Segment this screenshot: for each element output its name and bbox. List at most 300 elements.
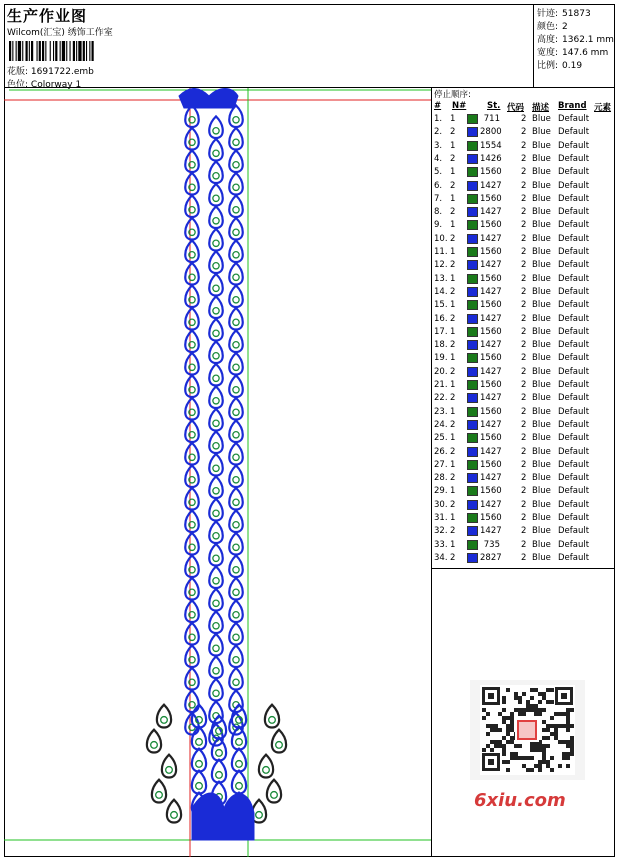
row-index: 22. (434, 393, 448, 404)
table-row (432, 247, 615, 260)
row-needle: 1 (450, 193, 456, 204)
row-brand: Default (558, 353, 590, 364)
row-stitches: 2800 (480, 127, 502, 138)
row-brand: Default (558, 220, 590, 231)
row-index: 15. (434, 300, 448, 311)
table-row (432, 500, 615, 513)
thread-color-swatch (467, 473, 478, 483)
row-code: 2 (521, 366, 527, 377)
row-brand: Default (558, 552, 590, 563)
row-index: 23. (434, 406, 448, 417)
row-code: 2 (521, 552, 527, 563)
row-index: 1. (434, 114, 443, 124)
row-index: 31. (434, 513, 448, 523)
row-brand: Default (558, 340, 590, 351)
col-header-desc: 描述 (532, 103, 550, 113)
thread-color-swatch (467, 353, 478, 363)
table-row (432, 540, 615, 553)
row-brand: Default (558, 313, 590, 324)
row-desc: Blue (532, 459, 551, 470)
row-index: 25. (434, 433, 448, 444)
row-needle: 1 (450, 300, 456, 311)
row-desc: Blue (532, 233, 551, 244)
thread-color-swatch (467, 380, 478, 390)
row-index: 27. (434, 459, 448, 470)
table-row (432, 486, 615, 499)
col-header-code: 代码 (507, 103, 525, 113)
row-code: 2 (521, 393, 527, 404)
col-header-index: # (434, 101, 442, 111)
height-value: 1362.1 mm (562, 35, 614, 45)
row-code: 2 (521, 286, 527, 297)
design-info-box (534, 4, 615, 88)
row-stitches: 1560 (480, 220, 502, 231)
row-code: 2 (521, 260, 527, 271)
page-title: 生产作业图 (7, 7, 88, 25)
site-watermark: 6xiu.com (474, 790, 566, 811)
row-desc: Blue (532, 393, 551, 404)
table-row (432, 314, 615, 327)
row-needle: 2 (450, 260, 456, 271)
row-needle: 1 (450, 273, 456, 284)
row-code: 2 (521, 526, 527, 537)
row-stitches: 1560 (480, 193, 502, 204)
row-needle: 1 (450, 433, 456, 444)
thread-color-swatch (467, 420, 478, 430)
row-code: 2 (521, 406, 527, 417)
thread-color-swatch (467, 393, 478, 403)
row-index: 33. (434, 539, 448, 550)
scale-info (537, 58, 582, 71)
thread-color-swatch (467, 260, 478, 270)
row-index: 17. (434, 326, 448, 337)
embroidery-design-image (4, 88, 432, 857)
row-index: 7. (434, 193, 443, 204)
row-stitches: 1560 (480, 353, 502, 364)
row-desc: Blue (532, 326, 551, 337)
row-brand: Default (558, 499, 590, 510)
table-row (432, 167, 615, 180)
table-row (432, 553, 615, 566)
thread-color-swatch (467, 327, 478, 337)
row-stitches: 1560 (480, 459, 502, 470)
row-stitches: 1427 (480, 473, 502, 484)
row-desc: Blue (532, 486, 551, 497)
thread-color-swatch (467, 540, 478, 550)
thread-color-swatch (467, 127, 478, 137)
thread-color-swatch (467, 234, 478, 244)
row-desc: Blue (532, 193, 551, 204)
thread-color-swatch (467, 207, 478, 217)
row-stitches: 1560 (480, 380, 502, 390)
row-desc: Blue (532, 366, 551, 377)
table-row (432, 447, 615, 460)
thread-color-swatch (467, 247, 478, 257)
row-desc: Blue (532, 127, 551, 138)
row-needle: 1 (450, 406, 456, 417)
row-stitches: 1427 (480, 526, 502, 537)
width-info (537, 45, 608, 58)
stitches-label: 针迹: (537, 9, 559, 19)
scale-label: 比例: (537, 61, 559, 71)
row-desc: Blue (532, 340, 551, 351)
height-label: 高度: (537, 35, 559, 45)
row-code: 2 (521, 300, 527, 311)
table-row (432, 367, 615, 380)
row-desc: Blue (532, 247, 551, 257)
row-needle: 2 (450, 526, 456, 537)
row-desc: Blue (532, 114, 551, 124)
scale-value: 0.19 (562, 61, 583, 71)
row-index: 11. (434, 247, 448, 257)
thread-color-swatch (467, 314, 478, 324)
row-brand: Default (558, 260, 590, 271)
row-code: 2 (521, 419, 527, 430)
row-needle: 2 (450, 180, 456, 191)
row-desc: Blue (532, 406, 551, 417)
row-stitches: 1427 (480, 286, 502, 297)
row-brand: Default (558, 140, 590, 151)
thread-color-swatch (467, 526, 478, 536)
table-row (432, 114, 615, 127)
row-index: 24. (434, 419, 448, 430)
row-needle: 2 (450, 127, 456, 138)
row-brand: Default (558, 247, 590, 257)
row-brand: Default (558, 127, 590, 138)
thread-color-swatch (467, 287, 478, 297)
thread-color-swatch (467, 220, 478, 230)
row-desc: Blue (532, 220, 551, 231)
table-row (432, 260, 615, 273)
row-stitches: 1427 (480, 499, 502, 510)
row-code: 2 (521, 114, 527, 124)
thread-color-swatch (467, 460, 478, 470)
row-code: 2 (521, 193, 527, 204)
stop-sequence-title: 停止顺序: (434, 90, 471, 100)
row-needle: 1 (450, 380, 456, 390)
table-row (432, 380, 615, 393)
design-file-value: 1691722.emb (30, 67, 94, 77)
row-desc: Blue (532, 300, 551, 311)
col-header-brand: Brand (558, 101, 587, 111)
row-needle: 1 (450, 140, 456, 151)
row-stitches: 1560 (480, 273, 502, 284)
row-needle: 2 (450, 233, 456, 244)
thread-color-swatch (467, 154, 478, 164)
row-stitches: 711 (483, 114, 500, 124)
row-stitches: 1560 (480, 167, 502, 178)
row-index: 12. (434, 260, 448, 271)
row-code: 2 (521, 513, 527, 523)
row-needle: 1 (450, 326, 456, 337)
row-index: 10. (434, 233, 448, 244)
row-brand: Default (558, 446, 590, 457)
height-info (537, 32, 614, 45)
width-value: 147.6 mm (562, 48, 609, 58)
thread-color-swatch (467, 114, 478, 124)
table-row (432, 194, 615, 207)
row-needle: 1 (450, 247, 456, 257)
header-panel (4, 4, 534, 88)
row-desc: Blue (532, 286, 551, 297)
row-brand: Default (558, 526, 590, 537)
row-code: 2 (521, 207, 527, 218)
thread-color-swatch (467, 513, 478, 523)
row-desc: Blue (532, 167, 551, 178)
row-needle: 1 (450, 486, 456, 497)
row-code: 2 (521, 340, 527, 351)
row-brand: Default (558, 207, 590, 218)
row-brand: Default (558, 419, 590, 430)
table-row (432, 433, 615, 446)
row-code: 2 (521, 273, 527, 284)
thread-color-swatch (467, 500, 478, 510)
row-index: 26. (434, 446, 448, 457)
colors-value: 2 (562, 22, 568, 32)
row-brand: Default (558, 459, 590, 470)
row-brand: Default (558, 300, 590, 311)
row-brand: Default (558, 286, 590, 297)
row-index: 8. (434, 207, 443, 218)
col-header-element: 元素 (594, 103, 612, 113)
row-desc: Blue (532, 207, 551, 218)
row-needle: 1 (450, 167, 456, 178)
row-stitches: 1560 (480, 433, 502, 444)
table-row (432, 327, 615, 340)
row-needle: 2 (450, 473, 456, 484)
row-needle: 1 (450, 220, 456, 231)
row-index: 19. (434, 353, 448, 364)
thread-color-swatch (467, 274, 478, 284)
thread-color-swatch (467, 141, 478, 151)
row-stitches: 1427 (480, 260, 502, 271)
width-label: 宽度: (537, 48, 559, 58)
stop-sequence-panel (432, 88, 615, 568)
row-stitches: 1427 (480, 313, 502, 324)
table-row (432, 420, 615, 433)
thread-color-swatch (467, 367, 478, 377)
row-index: 5. (434, 167, 443, 178)
row-stitches: 1427 (480, 393, 502, 404)
row-code: 2 (521, 433, 527, 444)
row-code: 2 (521, 499, 527, 510)
thread-color-swatch (467, 300, 478, 310)
row-desc: Blue (532, 446, 551, 457)
design-file-line (7, 64, 94, 77)
row-code: 2 (521, 380, 527, 390)
row-code: 2 (521, 473, 527, 484)
design-file-label: 花版: (7, 67, 29, 77)
row-index: 32. (434, 526, 448, 537)
table-row (432, 181, 615, 194)
row-brand: Default (558, 366, 590, 377)
row-desc: Blue (532, 273, 551, 284)
row-code: 2 (521, 313, 527, 324)
stitches-info (537, 6, 591, 19)
row-code: 2 (521, 167, 527, 178)
row-index: 2. (434, 127, 443, 138)
row-code: 2 (521, 180, 527, 191)
row-index: 16. (434, 313, 448, 324)
row-needle: 1 (450, 539, 456, 550)
row-needle: 1 (450, 459, 456, 470)
row-desc: Blue (532, 353, 551, 364)
row-needle: 2 (450, 393, 456, 404)
row-brand: Default (558, 233, 590, 244)
row-desc: Blue (532, 473, 551, 484)
row-code: 2 (521, 539, 527, 550)
row-stitches: 735 (483, 539, 500, 550)
thread-color-swatch (467, 167, 478, 177)
row-brand: Default (558, 406, 590, 417)
row-code: 2 (521, 353, 527, 364)
table-row (432, 220, 615, 233)
row-brand: Default (558, 114, 590, 124)
row-index: 3. (434, 140, 443, 151)
row-desc: Blue (532, 140, 551, 151)
thread-color-swatch (467, 340, 478, 350)
table-row (432, 473, 615, 486)
row-code: 2 (521, 233, 527, 244)
row-needle: 1 (450, 114, 456, 124)
row-stitches: 1560 (480, 486, 502, 497)
row-index: 28. (434, 473, 448, 484)
row-code: 2 (521, 140, 527, 151)
col-header-needle: N# (452, 101, 467, 111)
row-needle: 2 (450, 313, 456, 324)
row-code: 2 (521, 459, 527, 470)
table-row (432, 340, 615, 353)
row-desc: Blue (532, 552, 551, 563)
thread-color-swatch (467, 433, 478, 443)
row-index: 29. (434, 486, 448, 497)
row-desc: Blue (532, 499, 551, 510)
row-code: 2 (521, 153, 527, 164)
thread-color-swatch (467, 553, 478, 563)
table-row (432, 460, 615, 473)
row-brand: Default (558, 167, 590, 178)
row-needle: 2 (450, 366, 456, 377)
colors-info (537, 19, 568, 32)
row-desc: Blue (532, 180, 551, 191)
row-stitches: 1560 (480, 247, 502, 257)
row-code: 2 (521, 326, 527, 337)
stitches-value: 51873 (562, 9, 591, 19)
row-desc: Blue (532, 513, 551, 523)
row-index: 18. (434, 340, 448, 351)
row-needle: 1 (450, 353, 456, 364)
row-stitches: 1427 (480, 446, 502, 457)
row-code: 2 (521, 247, 527, 257)
row-brand: Default (558, 433, 590, 444)
row-stitches: 2827 (480, 552, 502, 563)
thread-color-swatch (467, 407, 478, 417)
row-stitches: 1427 (480, 340, 502, 351)
thread-color-swatch (467, 194, 478, 204)
row-desc: Blue (532, 433, 551, 444)
row-desc: Blue (532, 539, 551, 550)
colors-label: 颜色: (537, 22, 559, 32)
row-stitches: 1427 (480, 419, 502, 430)
colorway-value: Colorway 1 (30, 80, 82, 90)
row-brand: Default (558, 180, 590, 191)
row-stitches: 1426 (480, 153, 502, 164)
table-row (432, 207, 615, 220)
row-needle: 2 (450, 207, 456, 218)
row-index: 21. (434, 380, 448, 390)
table-row (432, 141, 615, 154)
table-row (432, 127, 615, 140)
row-stitches: 1554 (480, 140, 502, 151)
row-desc: Blue (532, 526, 551, 537)
row-brand: Default (558, 273, 590, 284)
table-row (432, 274, 615, 287)
row-needle: 2 (450, 153, 456, 164)
row-desc: Blue (532, 419, 551, 430)
barcode-image (9, 41, 134, 61)
row-index: 14. (434, 286, 448, 297)
row-brand: Default (558, 193, 590, 204)
row-index: 20. (434, 366, 448, 377)
row-needle: 2 (450, 286, 456, 297)
row-brand: Default (558, 539, 590, 550)
row-needle: 2 (450, 499, 456, 510)
design-preview-canvas (4, 88, 432, 857)
table-row (432, 300, 615, 313)
col-header-stitches: St. (487, 101, 501, 111)
row-desc: Blue (532, 153, 551, 164)
row-code: 2 (521, 220, 527, 231)
row-needle: 2 (450, 419, 456, 430)
table-row (432, 513, 615, 526)
row-index: 30. (434, 499, 448, 510)
row-brand: Default (558, 393, 590, 404)
thread-color-swatch (467, 181, 478, 191)
row-code: 2 (521, 446, 527, 457)
qr-code-image (470, 680, 585, 780)
row-needle: 2 (450, 340, 456, 351)
row-brand: Default (558, 513, 590, 523)
table-row (432, 287, 615, 300)
row-index: 34. (434, 552, 448, 563)
row-brand: Default (558, 473, 590, 484)
row-needle: 2 (450, 552, 456, 563)
row-index: 6. (434, 180, 443, 191)
row-stitches: 1560 (480, 326, 502, 337)
row-desc: Blue (532, 260, 551, 271)
row-brand: Default (558, 153, 590, 164)
thread-color-swatch (467, 486, 478, 496)
table-row (432, 407, 615, 420)
row-needle: 2 (450, 446, 456, 457)
row-brand: Default (558, 380, 590, 390)
row-stitches: 1560 (480, 513, 502, 523)
company-name: Wilcom(汇宝) 绣饰工作室 (7, 28, 113, 38)
stop-list-divider (432, 568, 615, 569)
row-desc: Blue (532, 313, 551, 324)
row-stitches: 1560 (480, 300, 502, 311)
table-row (432, 393, 615, 406)
row-brand: Default (558, 326, 590, 337)
table-row (432, 154, 615, 167)
row-brand: Default (558, 486, 590, 497)
row-code: 2 (521, 486, 527, 497)
row-code: 2 (521, 127, 527, 138)
row-stitches: 1560 (480, 406, 502, 417)
row-stitches: 1427 (480, 366, 502, 377)
row-desc: Blue (532, 380, 551, 390)
row-needle: 1 (450, 513, 456, 523)
